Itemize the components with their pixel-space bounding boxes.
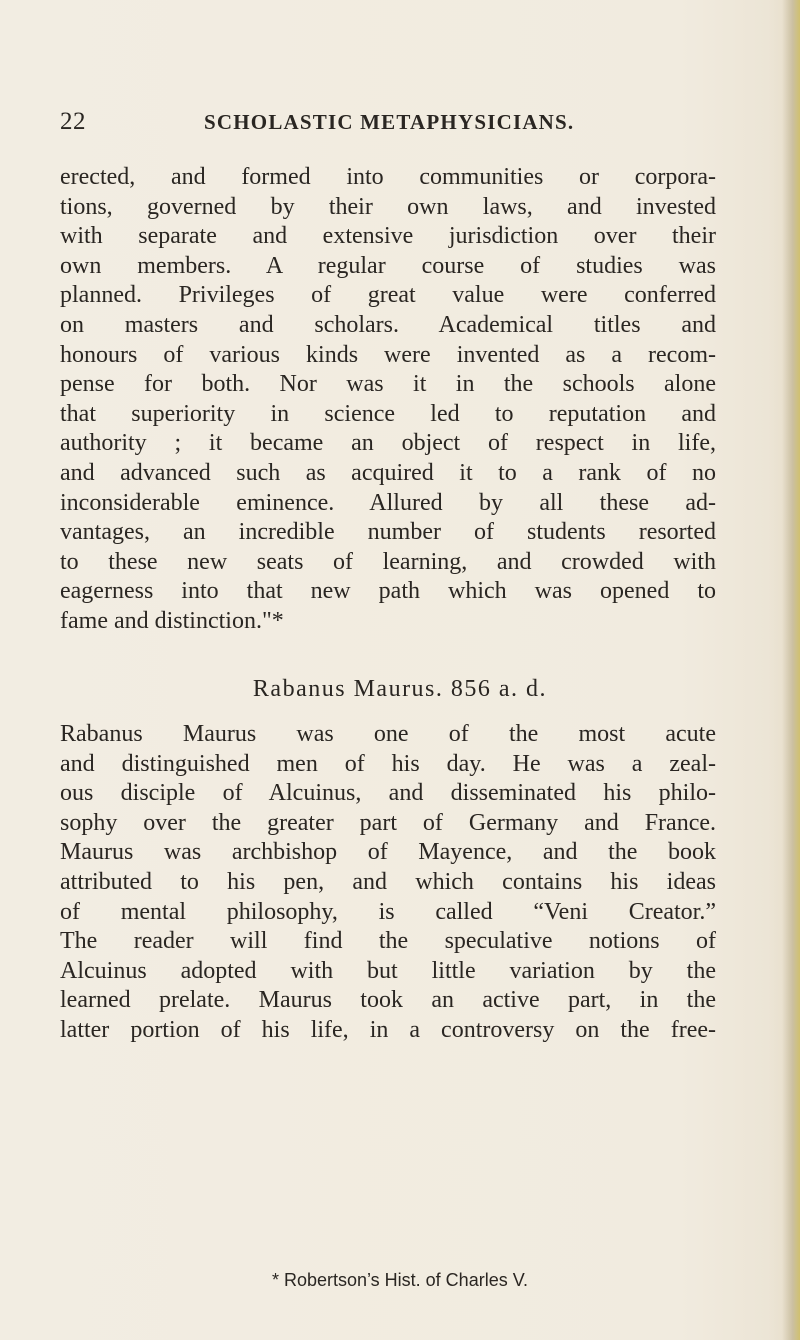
page-edge bbox=[782, 0, 800, 1340]
running-head: SCHOLASTIC METAPHYSICIANS. bbox=[204, 110, 575, 134]
text-line: sophy over the greater part of Germany and France. bbox=[60, 809, 716, 836]
text-line: to these new seats of learning, and crowded with bbox=[60, 548, 716, 575]
text-line: and advanced such as acquired it to a rank of no bbox=[60, 459, 716, 486]
text-line: learned prelate. Maurus took an active part, in the bbox=[60, 987, 716, 1014]
paragraph-continuation bbox=[60, 163, 716, 637]
text-line: planned. Privileges of great value were conferred bbox=[60, 282, 716, 309]
section-heading-text: Rabanus Maurus. 856 a. d. bbox=[252, 676, 548, 702]
section-paragraph bbox=[60, 720, 716, 1046]
text-line: on masters and scholars. Academical titles and bbox=[60, 311, 716, 338]
text-line: and distinguished men of his day. He was a zeal- bbox=[60, 750, 716, 777]
text-line: ous disciple of Alcuinus, and disseminated his philo- bbox=[60, 780, 716, 807]
text-line: authority ; it became an object of respect in life, bbox=[60, 430, 716, 457]
text-line: erected, and formed into communities or corpora- bbox=[60, 164, 716, 190]
text-line: that superiority in science led to reputation and bbox=[60, 400, 716, 427]
text-line: Maurus was archbishop of Mayence, and the book bbox=[60, 839, 716, 866]
text-line: The reader will find the speculative notions of bbox=[60, 928, 716, 955]
text-line: inconsiderable eminence. Allured by all these ad- bbox=[60, 489, 716, 516]
text-line: with separate and extensive jurisdiction over their bbox=[60, 223, 716, 250]
text-line: tions, governed by their own laws, and invested bbox=[60, 193, 716, 220]
text-line: latter portion of his life, in a controversy on the free- bbox=[60, 1016, 716, 1043]
text-line: Alcuinus adopted with but little variation by the bbox=[60, 957, 716, 984]
footnote: * Robertson’s Hist. of Charles V. bbox=[271, 1270, 529, 1290]
text-line: attributed to his pen, and which contains his ideas bbox=[60, 868, 716, 895]
text-line: vantages, an incredible number of students resorted bbox=[60, 519, 716, 546]
text-line: fame and distinction."* bbox=[60, 607, 284, 634]
section-heading bbox=[0, 676, 800, 703]
page-number: 22 bbox=[60, 108, 86, 135]
text-line: of mental philosophy, is called “Veni Creator.” bbox=[60, 898, 716, 925]
text-line: own members. A regular course of studies was bbox=[60, 252, 716, 279]
text-line: honours of various kinds were invented as a recom- bbox=[60, 341, 716, 368]
page-header bbox=[60, 108, 720, 138]
text-line: Rabanus Maurus was one of the most acute bbox=[60, 721, 716, 747]
text-line: eagerness into that new path which was opened to bbox=[60, 578, 716, 605]
text-line: pense for both. Nor was it in the schools alone bbox=[60, 371, 716, 398]
